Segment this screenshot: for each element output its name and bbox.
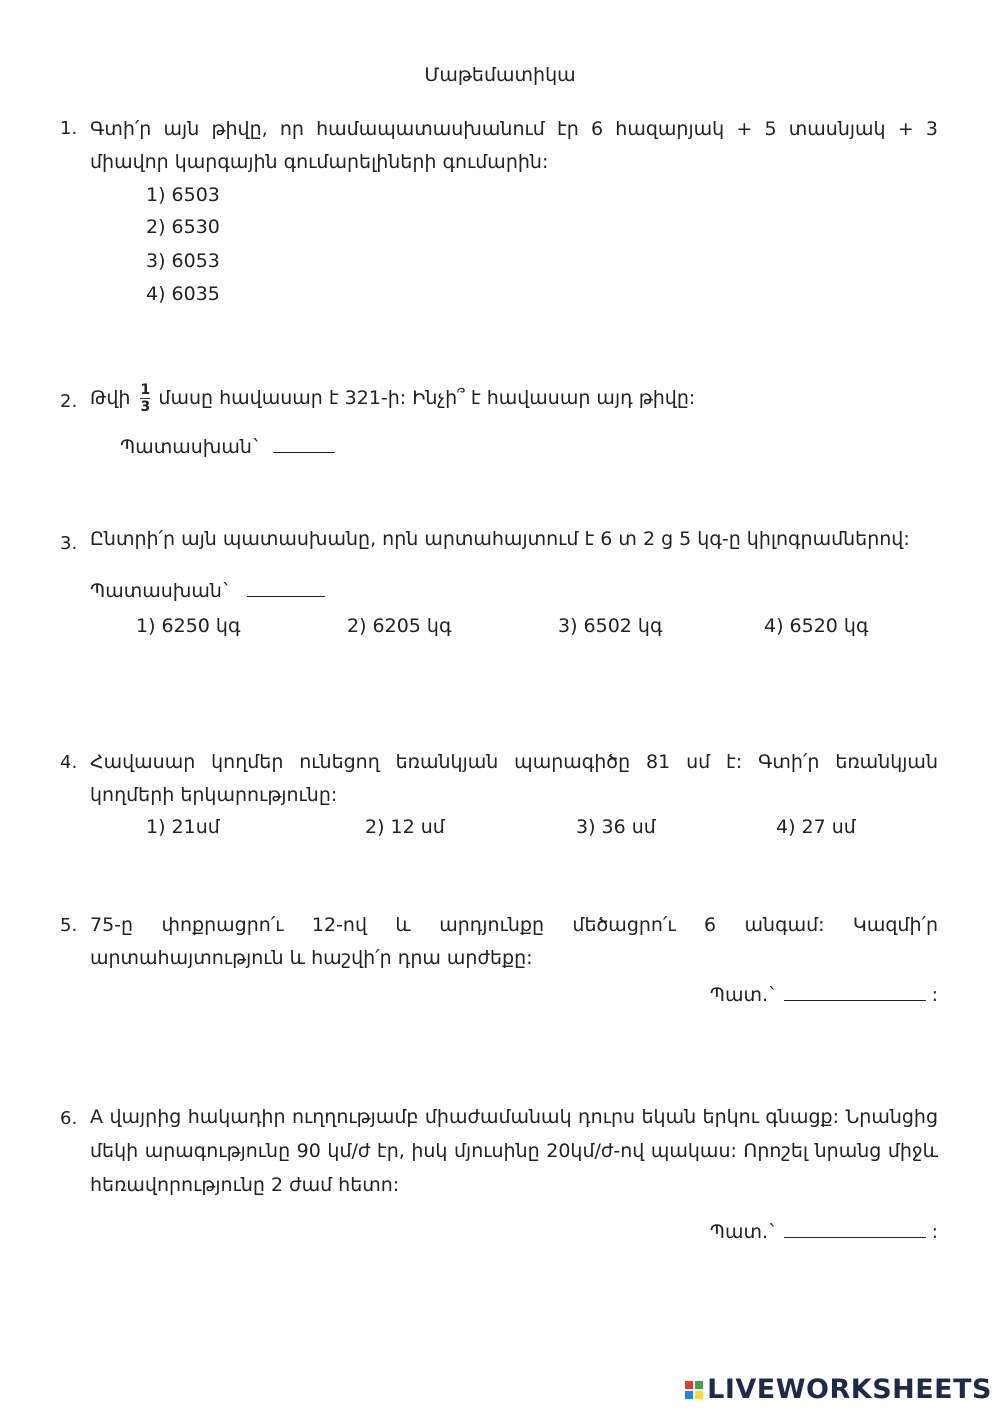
question-5-answer-label: Պատ.` [709,984,778,1006]
question-3-option-1[interactable]: 1) 6250 կգ [136,615,241,637]
question-3-answer-blank[interactable] [247,576,325,597]
question-5-answer-end: : [931,984,938,1006]
question-1-option-4[interactable]: 4) 6035 [146,283,220,305]
fraction-one-third [140,383,150,414]
question-2-answer-blank[interactable] [273,432,335,453]
question-2-number: 2. [60,391,78,412]
question-4-text: Հավասար կողմեր ունեցող եռանկյան պարագիծը 81 սմ է: Գտի՛ր եռանկյան կողմերի երկարությունը: [90,751,938,806]
question-5-text: 75-ը փոքրացրո՛ւ 12-ով և արդյունքը մեծացրո՛ւ 6 անգամ: Կազմի՛ր արտահայտություն և հաշվի՛ր դրա արժեքը: [90,914,938,969]
question-6-answer [710,1217,938,1243]
question-4-option-4[interactable]: 4) 27 սմ [776,816,856,838]
question-3-number: 3. [60,533,78,554]
question-3-answer-label: Պատասխան` [90,580,232,602]
question-3-option-3[interactable]: 3) 6502 կգ [558,615,663,637]
question-4-option-2[interactable]: 2) 12 սմ [365,816,445,838]
question-1-text: Գտի՛ր այն թիվը, որ համապատասխանում էր 6 հազարյակ + 5 տասնյակ + 3 միավոր կարգային գումարելիների գումարին: [90,118,938,173]
question-6-text: A վայրից հակադիր ուղղությամբ միաժամանակ դուրս եկան երկու գնացք: Նրանցից մեկի արագությունը 90 կմ/ժ էր, իսկ մյուսինը 20կմ/ժ-ով պակաս: Որոշել նրանց միջև հեռավորությունը 2 ժամ հետո: [90,1106,938,1196]
question-1-option-1[interactable]: 1) 6503 [146,184,220,206]
liveworksheets-logo-text: LIVEWORKSHEETS [707,1374,992,1405]
page-title: Մաթեմատիկա [424,64,576,86]
question-6-answer-end: : [931,1221,938,1243]
question-5-answer-blank[interactable] [784,980,926,1001]
fraction-numerator: 1 [140,381,151,398]
question-3-option-2[interactable]: 2) 6205 կգ [347,615,452,637]
question-5-answer [710,980,938,1006]
question-2-text [90,378,695,418]
question-4-number: 4. [60,752,78,773]
question-6-answer-label: Պատ.` [709,1221,778,1243]
question-2-answer [120,432,335,458]
question-1-number: 1. [60,118,78,139]
liveworksheets-logo[interactable] [685,1374,992,1405]
question-4-option-1[interactable]: 1) 21սմ [146,816,220,838]
question-2-text-before: Թվի [90,387,131,409]
liveworksheets-logo-icon [685,1381,703,1399]
question-5-number: 5. [60,915,78,936]
question-1-option-3[interactable]: 3) 6053 [146,250,220,272]
question-4-option-3[interactable]: 3) 36 սմ [576,816,656,838]
question-3-answer [90,576,325,602]
question-2-answer-label: Պատասխան` [120,436,262,458]
question-6-answer-blank[interactable] [784,1217,926,1238]
question-2-text-after: մասը հավասար է 321-ի: Ինչի՞ է հավասար այդ թիվը: [158,387,696,409]
question-1-option-2[interactable]: 2) 6530 [146,216,220,238]
question-3-text: Ընտրի՛ր այն պատասխանը, որն արտահայտում է 6 տ 2 ց 5 կգ-ը կիլոգրամներով: [90,528,910,550]
question-6-number: 6. [60,1108,78,1129]
question-3-option-4[interactable]: 4) 6520 կգ [764,615,869,637]
fraction-denominator: 3 [140,398,151,415]
